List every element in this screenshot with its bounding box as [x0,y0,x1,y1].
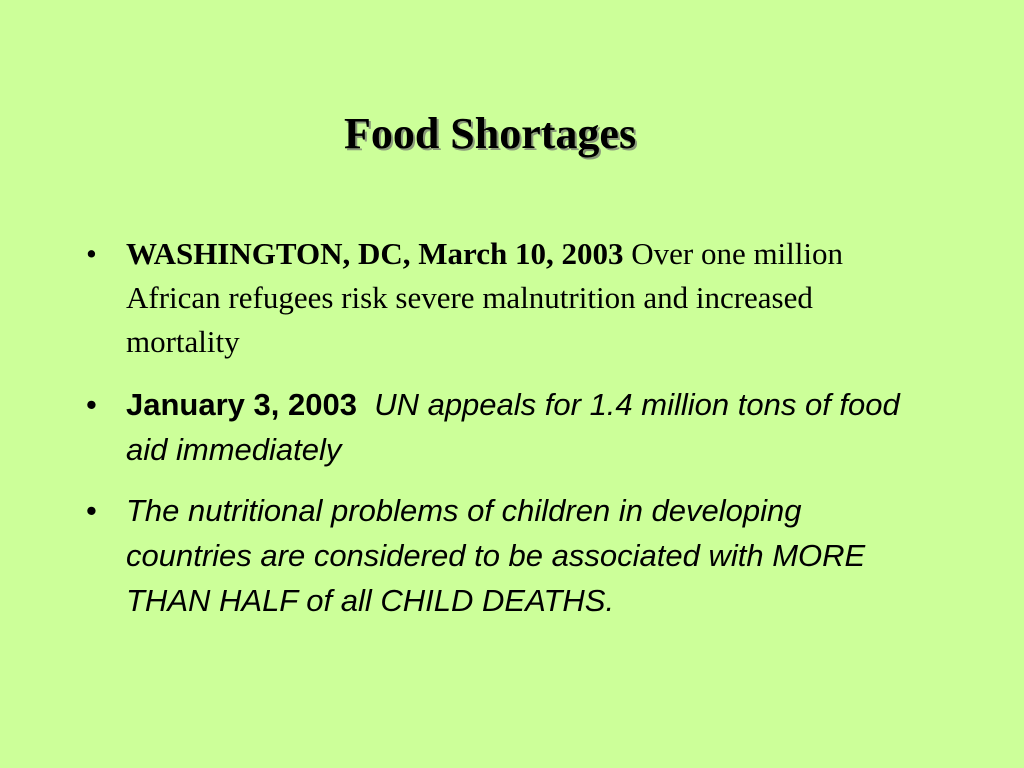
bullet-item-child-deaths [84,488,934,623]
bullet-item-un-appeal [84,382,934,472]
bullet-icon: • [86,236,97,271]
bullet-lead-date: January 3, 2003 [126,387,357,422]
bullet-item-washington [84,232,934,364]
slide-title: Food Shortages [343,109,637,158]
bullet-icon: • [86,493,97,528]
bullet-text-un-appeal: UN appeals for 1.4 million tons of food aid immediately [126,387,900,467]
bullet-text-refugees: Over one million African refugees risk severe malnutrition and increased mortality [126,236,844,359]
bullet-text-child-deaths: The nutritional problems of children in developing countries are considered to be associated with MORE THAN HALF of all CHILD DEATHS. [126,493,866,618]
bullet-lead-dateline: WASHINGTON, DC, March 10, 2003 [126,236,624,271]
bullet-icon: • [86,387,97,422]
bullet-list [84,232,934,623]
